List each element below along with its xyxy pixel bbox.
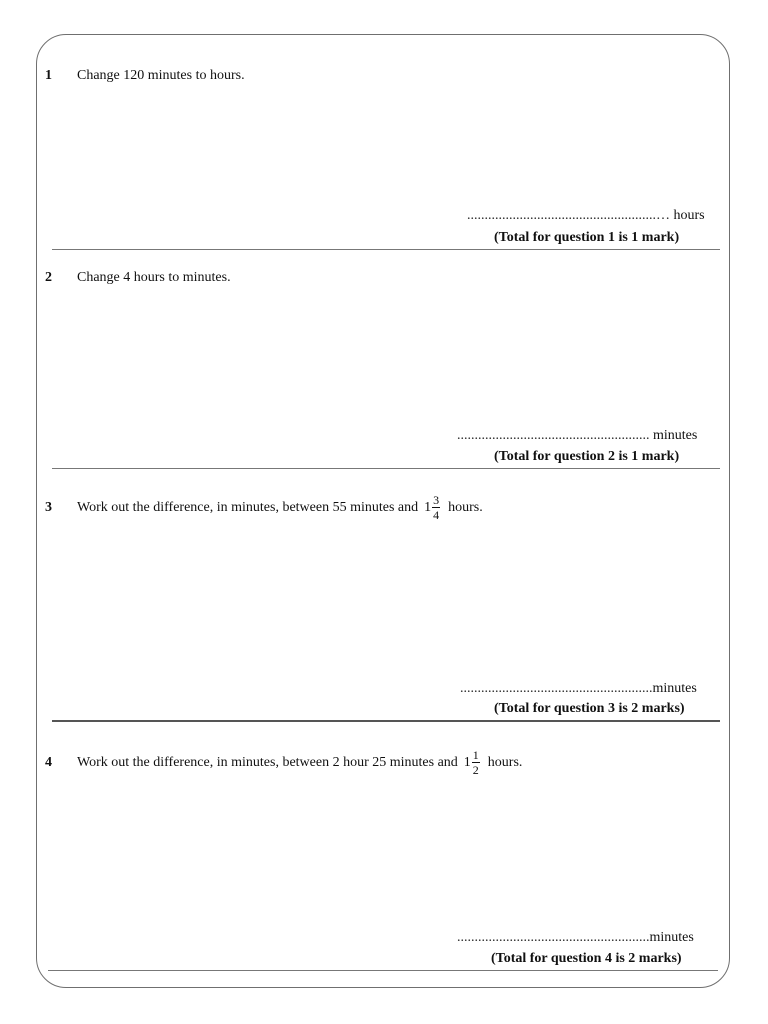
question-3-answer-line[interactable] bbox=[460, 681, 697, 697]
fraction bbox=[432, 493, 440, 522]
question-1-text: Change 120 minutes to hours. bbox=[77, 68, 245, 83]
answer-dots: ......................................................… bbox=[467, 208, 670, 223]
question-3-number: 3 bbox=[45, 500, 52, 515]
question-3-text bbox=[77, 493, 483, 522]
question-1-answer-line[interactable] bbox=[467, 208, 705, 224]
answer-dots: ....................................................... bbox=[457, 930, 650, 945]
question-4-text bbox=[77, 748, 522, 777]
answer-dots: ....................................................... bbox=[457, 428, 650, 443]
fraction-denominator: 2 bbox=[472, 763, 479, 777]
question-1-divider bbox=[52, 249, 720, 250]
question-text-before: Work out the difference, in minutes, between 2 hour 25 minutes and bbox=[77, 754, 458, 770]
question-2-divider bbox=[52, 468, 720, 469]
question-text-after: hours. bbox=[487, 754, 523, 770]
question-4-divider bbox=[48, 970, 718, 971]
mixed-whole: 1 bbox=[463, 754, 471, 770]
question-3-total: (Total for question 3 is 2 marks) bbox=[494, 701, 685, 716]
answer-dots: ....................................................... bbox=[460, 681, 653, 696]
fraction-numerator: 3 bbox=[433, 493, 440, 507]
fraction-numerator: 1 bbox=[472, 748, 479, 762]
question-1-total: (Total for question 1 is 1 mark) bbox=[494, 230, 680, 245]
fraction-denominator: 4 bbox=[433, 508, 440, 522]
question-1-number: 1 bbox=[45, 68, 52, 83]
question-3-divider bbox=[52, 720, 720, 722]
question-text-before: Work out the difference, in minutes, between 55 minutes and bbox=[77, 499, 419, 515]
answer-unit: minutes bbox=[652, 681, 697, 696]
answer-unit: minutes bbox=[653, 428, 698, 443]
question-4-number: 4 bbox=[45, 755, 52, 770]
mixed-number bbox=[464, 748, 480, 777]
question-2-text: Change 4 hours to minutes. bbox=[77, 270, 231, 285]
question-text-after: hours. bbox=[448, 499, 483, 515]
question-2-total: (Total for question 2 is 1 mark) bbox=[494, 449, 680, 464]
question-4-total: (Total for question 4 is 2 marks) bbox=[491, 951, 682, 966]
answer-unit: hours bbox=[673, 208, 705, 223]
answer-unit: minutes bbox=[649, 930, 694, 945]
question-2-answer-line[interactable] bbox=[457, 428, 697, 444]
mixed-number bbox=[424, 493, 440, 522]
question-2-number: 2 bbox=[45, 270, 52, 285]
fraction bbox=[472, 748, 480, 777]
mixed-whole: 1 bbox=[424, 499, 432, 515]
question-4-answer-line[interactable] bbox=[457, 930, 694, 946]
